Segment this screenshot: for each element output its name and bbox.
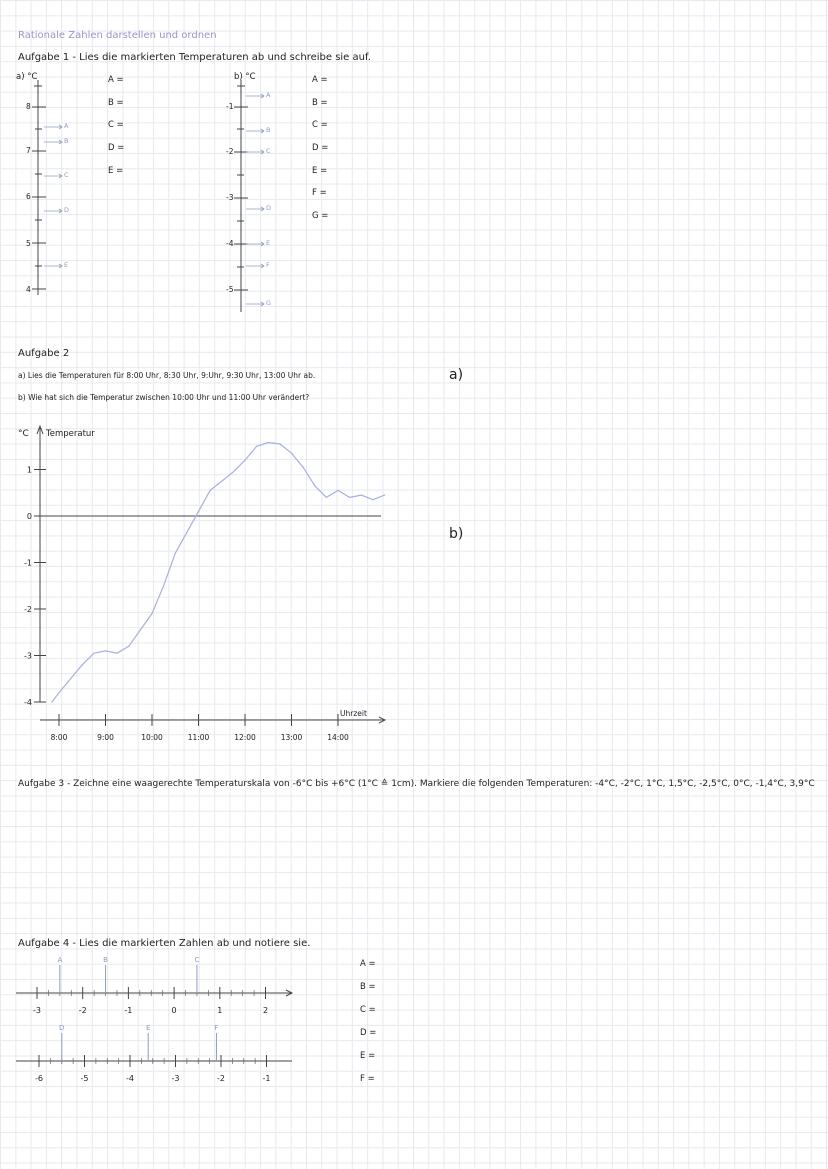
task4-line2-marker-label: F: [214, 1024, 219, 1032]
task4-line1-marker-label: B: [103, 956, 108, 964]
chart-y-tick-label: -4: [24, 698, 32, 707]
task4-answer: E =: [360, 1051, 376, 1061]
task2-question-a: a) Lies die Temperaturen für 8:00 Uhr, 8:30 Uhr, 9:Uhr, 9:30 Uhr, 13:00 Uhr ab.: [18, 371, 316, 380]
task4-line1-tick-label: 0: [171, 1006, 177, 1015]
task1a-marker: E: [64, 261, 69, 269]
task1a-marker: D: [64, 206, 70, 214]
task1b-tick: -4: [226, 239, 234, 248]
task1b-marker: A: [266, 91, 271, 99]
task2-answer-b-label: b): [449, 526, 464, 542]
task1b-tick: -5: [226, 285, 234, 294]
task4-line2-tick-label: -1: [262, 1074, 271, 1083]
chart-x-tick-label: 14:00: [327, 733, 349, 742]
task4-line2-marker-label: E: [145, 1024, 151, 1032]
task1b-marker: F: [266, 261, 270, 269]
task1a-tick: 7: [26, 146, 31, 155]
task1a-answer: B =: [108, 98, 124, 108]
task2-answer-a-label: a): [449, 367, 464, 383]
task4-line1-tick-label: -2: [78, 1006, 87, 1015]
chart-x-tick-label: 9:00: [97, 733, 114, 742]
task4-line2-tick-label: -5: [80, 1074, 89, 1083]
task1a-marker: C: [64, 171, 69, 179]
task1b-marker: G: [266, 299, 272, 307]
task1a-marker: A: [64, 122, 69, 130]
chart-y-tick-label: 1: [26, 465, 32, 475]
task3-title: Aufgabe 3 - Zeichne eine waagerechte Temperaturskala von -6°C bis +6°C (1°C ≙ 1cm). Markiere die folgenden Temperaturen: -4°C, -2°C, 1°C, 1,5°C, -2,5°C, 0°C, -1,4°C, 3,9°C: [18, 779, 815, 789]
task1a-answer: E =: [108, 166, 124, 176]
task1b-tick: -1: [226, 102, 234, 111]
task1b-answer: E =: [312, 166, 328, 176]
task4-line2-tick-label: -4: [126, 1074, 134, 1083]
task4-line2-marker-label: D: [59, 1024, 65, 1032]
task1a-marker: B: [64, 137, 69, 145]
task1a-axis-label: a) °C: [16, 72, 38, 82]
task1a-answer: A =: [108, 75, 124, 85]
task4-line1-tick-label: -1: [124, 1006, 133, 1015]
task4-line2-tick-label: -3: [171, 1074, 180, 1083]
task1a-tick: 6: [26, 192, 31, 201]
task1b-marker: B: [266, 126, 271, 134]
task4-answer: A =: [360, 959, 376, 969]
chart-y-tick-label: 0: [26, 512, 32, 521]
task1b-axis-label: b) °C: [234, 72, 256, 82]
task1b-answer: B =: [312, 98, 328, 108]
task4-answer: C =: [360, 1005, 376, 1015]
task4-line1-marker-label: A: [57, 956, 63, 964]
task1b-answer: D =: [312, 143, 329, 153]
task1b-marker: C: [266, 147, 271, 155]
task1b-tick: -2: [226, 147, 234, 156]
task4-answer: F =: [360, 1074, 375, 1084]
task1a-answer: C =: [108, 120, 124, 130]
chart-x-tick-label: 12:00: [234, 733, 256, 742]
chart-x-tick-label: 8:00: [50, 733, 68, 742]
task4-line1-tick-label: -3: [33, 1006, 41, 1015]
task1b-answer: A =: [312, 75, 328, 85]
task4-title: Aufgabe 4 - Lies die markierten Zahlen ab und notiere sie.: [18, 938, 311, 949]
task4-line1-tick-label: 2: [262, 1006, 269, 1015]
task1b-marker: E: [266, 239, 271, 247]
task1a-answer: D =: [108, 143, 125, 153]
task2-question-b: b) Wie hat sich die Temperatur zwischen 10:00 Uhr und 11:00 Uhr verändert?: [18, 393, 310, 402]
task1b-tick: -3: [226, 193, 234, 202]
task4-answer: D =: [360, 1028, 377, 1038]
chart-x-tick-label: 10:00: [141, 733, 163, 742]
task1a-tick: 4: [26, 285, 31, 294]
task1b-answer: C =: [312, 120, 328, 130]
chart-y-tick-label: -2: [24, 605, 32, 614]
task1-title: Aufgabe 1 - Lies die markierten Temperaturen ab und schreibe sie auf.: [18, 52, 371, 63]
chart-y-tick-label: -1: [24, 558, 32, 568]
task2-title: Aufgabe 2: [18, 348, 70, 359]
task4-line2-tick-label: -2: [217, 1074, 225, 1083]
chart-y-tick-label: -3: [24, 651, 32, 661]
task1a-tick: 5: [26, 239, 31, 248]
task4-line1-tick-label: 1: [217, 1006, 223, 1015]
task1b-marker: D: [266, 204, 272, 212]
task4-line1-marker-label: C: [194, 956, 200, 964]
task1b-answer: F =: [312, 188, 327, 198]
chart-x-label: Uhrzeit: [340, 709, 367, 718]
chart-title: Temperatur: [46, 429, 95, 439]
chart-y-label: °C: [18, 429, 29, 439]
task1a-tick: 8: [26, 102, 31, 111]
chart-x-tick-label: 11:00: [187, 733, 210, 742]
task1b-answer: G =: [312, 211, 329, 221]
sheet-title: Rationale Zahlen darstellen und ordnen: [18, 30, 217, 41]
task4-answer: B =: [360, 982, 376, 992]
task4-line2-tick-label: -6: [35, 1074, 43, 1083]
chart-x-tick-label: 13:00: [280, 733, 303, 742]
